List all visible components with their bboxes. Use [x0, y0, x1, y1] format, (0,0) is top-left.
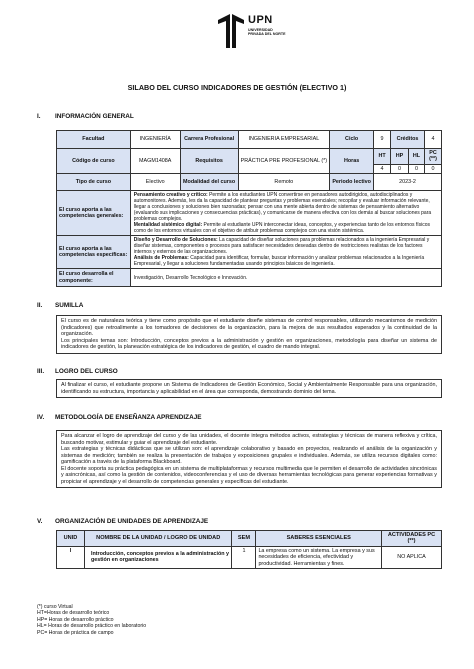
section-5-heading — [37, 518, 208, 525]
analisis-problemas-title: Análisis de Problemas: — [133, 255, 189, 262]
units-header-nombre: NOMBRE DE LA UNIDAD / LOGRO DE UNIDAD — [84, 531, 232, 547]
facultad-label: Facultad — [57, 131, 131, 149]
section-5-title: ORGANIZACIÓN DE UNIDADES DE APRENDIZAJE — [55, 518, 209, 525]
pensamiento-critico-text: Permite a los estudiantes UPN convertirse en pensadores autodirigidos, autodisciplinados y automonitores. Además, les da la capacidad de plantear preguntas y problemas esenciales; recopilar y evaluar información relevante, llegar a conclusiones y soluciones bien razonadas; pensar con una mente abierta dentro de sistemas de pensamiento alternativo (evaluando sus implicaciones y consecuencias prácticas), y comunicarse de manera efectiva con los demás al buscar soluciones para problemas complejos. — [133, 192, 432, 223]
hl-label: HL — [409, 149, 425, 165]
codigo-value: MAGM1408A — [130, 149, 180, 174]
analisis-problemas-text: Capacidad para identificar, formular, buscar información y analizar problemas relacionados a la Ingeniería Empresarial, y llegar a soluciones fundamentadas usando principios básicos de ingeniería. — [133, 255, 425, 268]
pensamiento-critico-title: Pensamiento creativo y crítico: — [133, 192, 208, 199]
unit-sem: 1 — [232, 546, 256, 568]
pc-value: 0 — [424, 164, 441, 173]
sumilla-paragraph-1: El curso es de naturaleza teórica y tiene como propósito que el estudiante diseñe sistemas de control responsables, utilizando mecanismos de medición (indicadores) que retroalimente a los tomadores de decisiones de la organización, para la mejora de sus resultados esperados y la continuidad de la organización. — [61, 318, 437, 337]
periodo-value: 2023-2 — [374, 174, 442, 191]
logo-name: UPN — [248, 14, 273, 26]
table-row — [57, 546, 442, 568]
hp-value: 0 — [391, 164, 409, 173]
section-3-number: III. — [37, 368, 45, 375]
footnote-4: HL= Horas de desarrollo práctico en laboratorio — [37, 623, 147, 630]
units-header-actividades: ACTIVIDADES PC (**) — [382, 531, 442, 547]
ciclo-label: Ciclo — [330, 131, 374, 149]
footnotes — [37, 604, 146, 636]
section-3-heading — [37, 368, 118, 375]
section-2-number: II. — [37, 302, 43, 309]
metodologia-paragraph-2: Las estrategias y técnicas didácticas que se utilizan son: el aprendizaje colaborativo y basado en proyectos, realizando el análisis de la organización y sistemas de medición; también se realiza la presentación de trabajos y exposiciones grupales e individuales. Además, se utiliza recursos digitales como: gamificación a través de la plataforma Blackboard. — [61, 446, 437, 465]
competencias-especificas-text — [130, 236, 441, 269]
modalidad-label: Modalidad del curso — [180, 174, 238, 191]
section-3-title: LOGRO DEL CURSO — [55, 368, 118, 375]
units-header-sem: SEM — [232, 531, 256, 547]
diseno-soluciones-title: Diseño y Desarrollo de Soluciones: — [133, 237, 218, 244]
tipo-label: Tipo de curso — [57, 174, 131, 191]
units-header-unid: UNID — [57, 531, 85, 547]
section-2-title: SUMILLA — [55, 302, 84, 309]
document-title: SILABO DEL CURSO INDICADORES DE GESTIÓN (ELECTIVO 1) — [127, 83, 347, 92]
horas-label: Horas — [330, 149, 374, 174]
carrera-value: INGENIERIA EMPRESARIAL — [238, 131, 330, 149]
logro-box — [56, 379, 442, 398]
unit-name: Introducción, conceptos previos a la administración y gestión en organizaciones — [84, 546, 232, 568]
mentalidad-sistemica-title: Mentalidad sistémico digital: — [133, 222, 203, 229]
competencias-generales-text — [130, 191, 441, 236]
unit-saberes: La empresa como un sistema. La empresa y sus necesidades de eficiencia, efectividad y productividad. Herramientas y fines. — [256, 546, 382, 568]
footnote-5: PC= Horas de práctica de campo — [37, 629, 114, 636]
tipo-value: Electivo — [130, 174, 180, 191]
metodologia-paragraph-1: Para alcanzar el logro de aprendizaje del curso y de las unidades, el docente integra métodos activos, estrategias y técnicas de manera reflexiva y crítica, buscando motivar, estimular y guiar el aprendizaje del estudiante. — [61, 433, 437, 446]
metodologia-paragraph-3: El docente soporta su práctica pedagógica en un sistema de multiplataformas y recursos multimedia que le permiten el desarrollo de actividades sincrónicas y asincrónicas, así como la gestión de contenidos, videoconferencias y el uso de diversas herramientas tecnológicas para generar experiencias formativas y propiciar el aprendizaje y el desarrollo de competencias generales y específicas del estudiante. — [61, 465, 437, 485]
competencias-especificas-label: El curso aporta a las competencias específicas: — [57, 236, 131, 269]
upn-logo — [218, 12, 288, 52]
units-table — [56, 530, 442, 569]
mentalidad-sistemica-text: Permite al estudiante UPN interconectar ideas, conceptos, y experiencias tanto de los entornos físicos como de los entornos virtuales con el objetivo de atribuir problemas complejos con una visión sistémica. — [133, 222, 431, 235]
carrera-label: Carrera Profesional — [180, 131, 238, 149]
creditos-value: 4 — [424, 131, 441, 149]
componente-value: Investigación, Desarrollo Tecnológico e Innovación. — [130, 269, 441, 287]
unit-actividades: NO APLICA — [382, 546, 442, 568]
ciclo-value: 9 — [374, 131, 391, 149]
facultad-value: INGENIERÍA — [130, 131, 180, 149]
unit-number: I — [57, 546, 85, 568]
units-header-saberes: SABERES ESENCIALES — [256, 531, 382, 547]
footnote-3: HP= Horas de desarrollo práctico — [37, 616, 114, 623]
section-1-number: I. — [37, 113, 41, 120]
requisitos-value: PRÁCTICA PRE PROFESIONAL (*) — [238, 149, 330, 174]
section-4-title: METODOLOGÍA DE ENSEÑANZA APRENDIZAJE — [55, 414, 202, 421]
metodologia-box — [56, 430, 442, 488]
section-4-heading — [37, 414, 202, 421]
footnote-2: HT=Horas de desarrollo teórico — [37, 610, 110, 617]
diseno-soluciones-text: La capacidad de diseñar soluciones para problemas relacionados a la ingeniería Empresarial y diseñar sistemas, componentes o procesos para satisfacer necesidades deseadas dentro de restricciones realistas de los factores internos y externos de las organizaciones. — [133, 237, 430, 256]
creditos-label: Créditos — [391, 131, 425, 149]
sumilla-paragraph-2: Los principales temas son: Introducción, conceptos previos a la administración y gestión en organizaciones, metodología para diseñar un sistema de indicadores de gestión, la planeación estratégica de los indicadores de gestión, el cuadro de mando integral. — [61, 337, 437, 350]
modalidad-value: Remoto — [238, 174, 330, 191]
general-info-table — [56, 130, 442, 287]
periodo-label: Periodo lectivo — [330, 174, 374, 191]
section-1-heading — [37, 113, 134, 120]
requisitos-label: Requisitos — [180, 149, 238, 174]
sumilla-box — [56, 315, 442, 354]
footnote-1: (*) curso Virtual — [37, 604, 73, 610]
section-1-title: INFORMACIÓN GENERAL — [55, 113, 134, 120]
competencias-generales-label: El curso aporta a las competencias generales: — [57, 191, 131, 236]
ht-label: HT — [374, 149, 391, 165]
section-2-heading — [37, 302, 83, 309]
section-4-number: IV. — [37, 414, 45, 421]
hp-label: HP — [391, 149, 409, 165]
upn-emblem-icon — [218, 14, 244, 48]
section-5-number: V. — [37, 518, 43, 525]
componente-label: El curso desarrolla el componente: — [57, 269, 131, 287]
logro-text: Al finalizar el curso, el estudiante propone un Sistema de Indicadores de Gestión Económico, Social y Ambientalmente Responsable para una organización, identificando su estructura, importancia y aplicabilidad en el área que corresponda, demostrando dominio del tema. — [61, 382, 437, 395]
ht-value: 4 — [374, 164, 391, 173]
logo-subtitle: UNIVERSIDAD PRIVADA DEL NORTE — [248, 28, 286, 37]
codigo-label: Código de curso — [57, 149, 131, 174]
hl-value: 0 — [409, 164, 425, 173]
pc-label: PC (**) — [424, 149, 441, 165]
